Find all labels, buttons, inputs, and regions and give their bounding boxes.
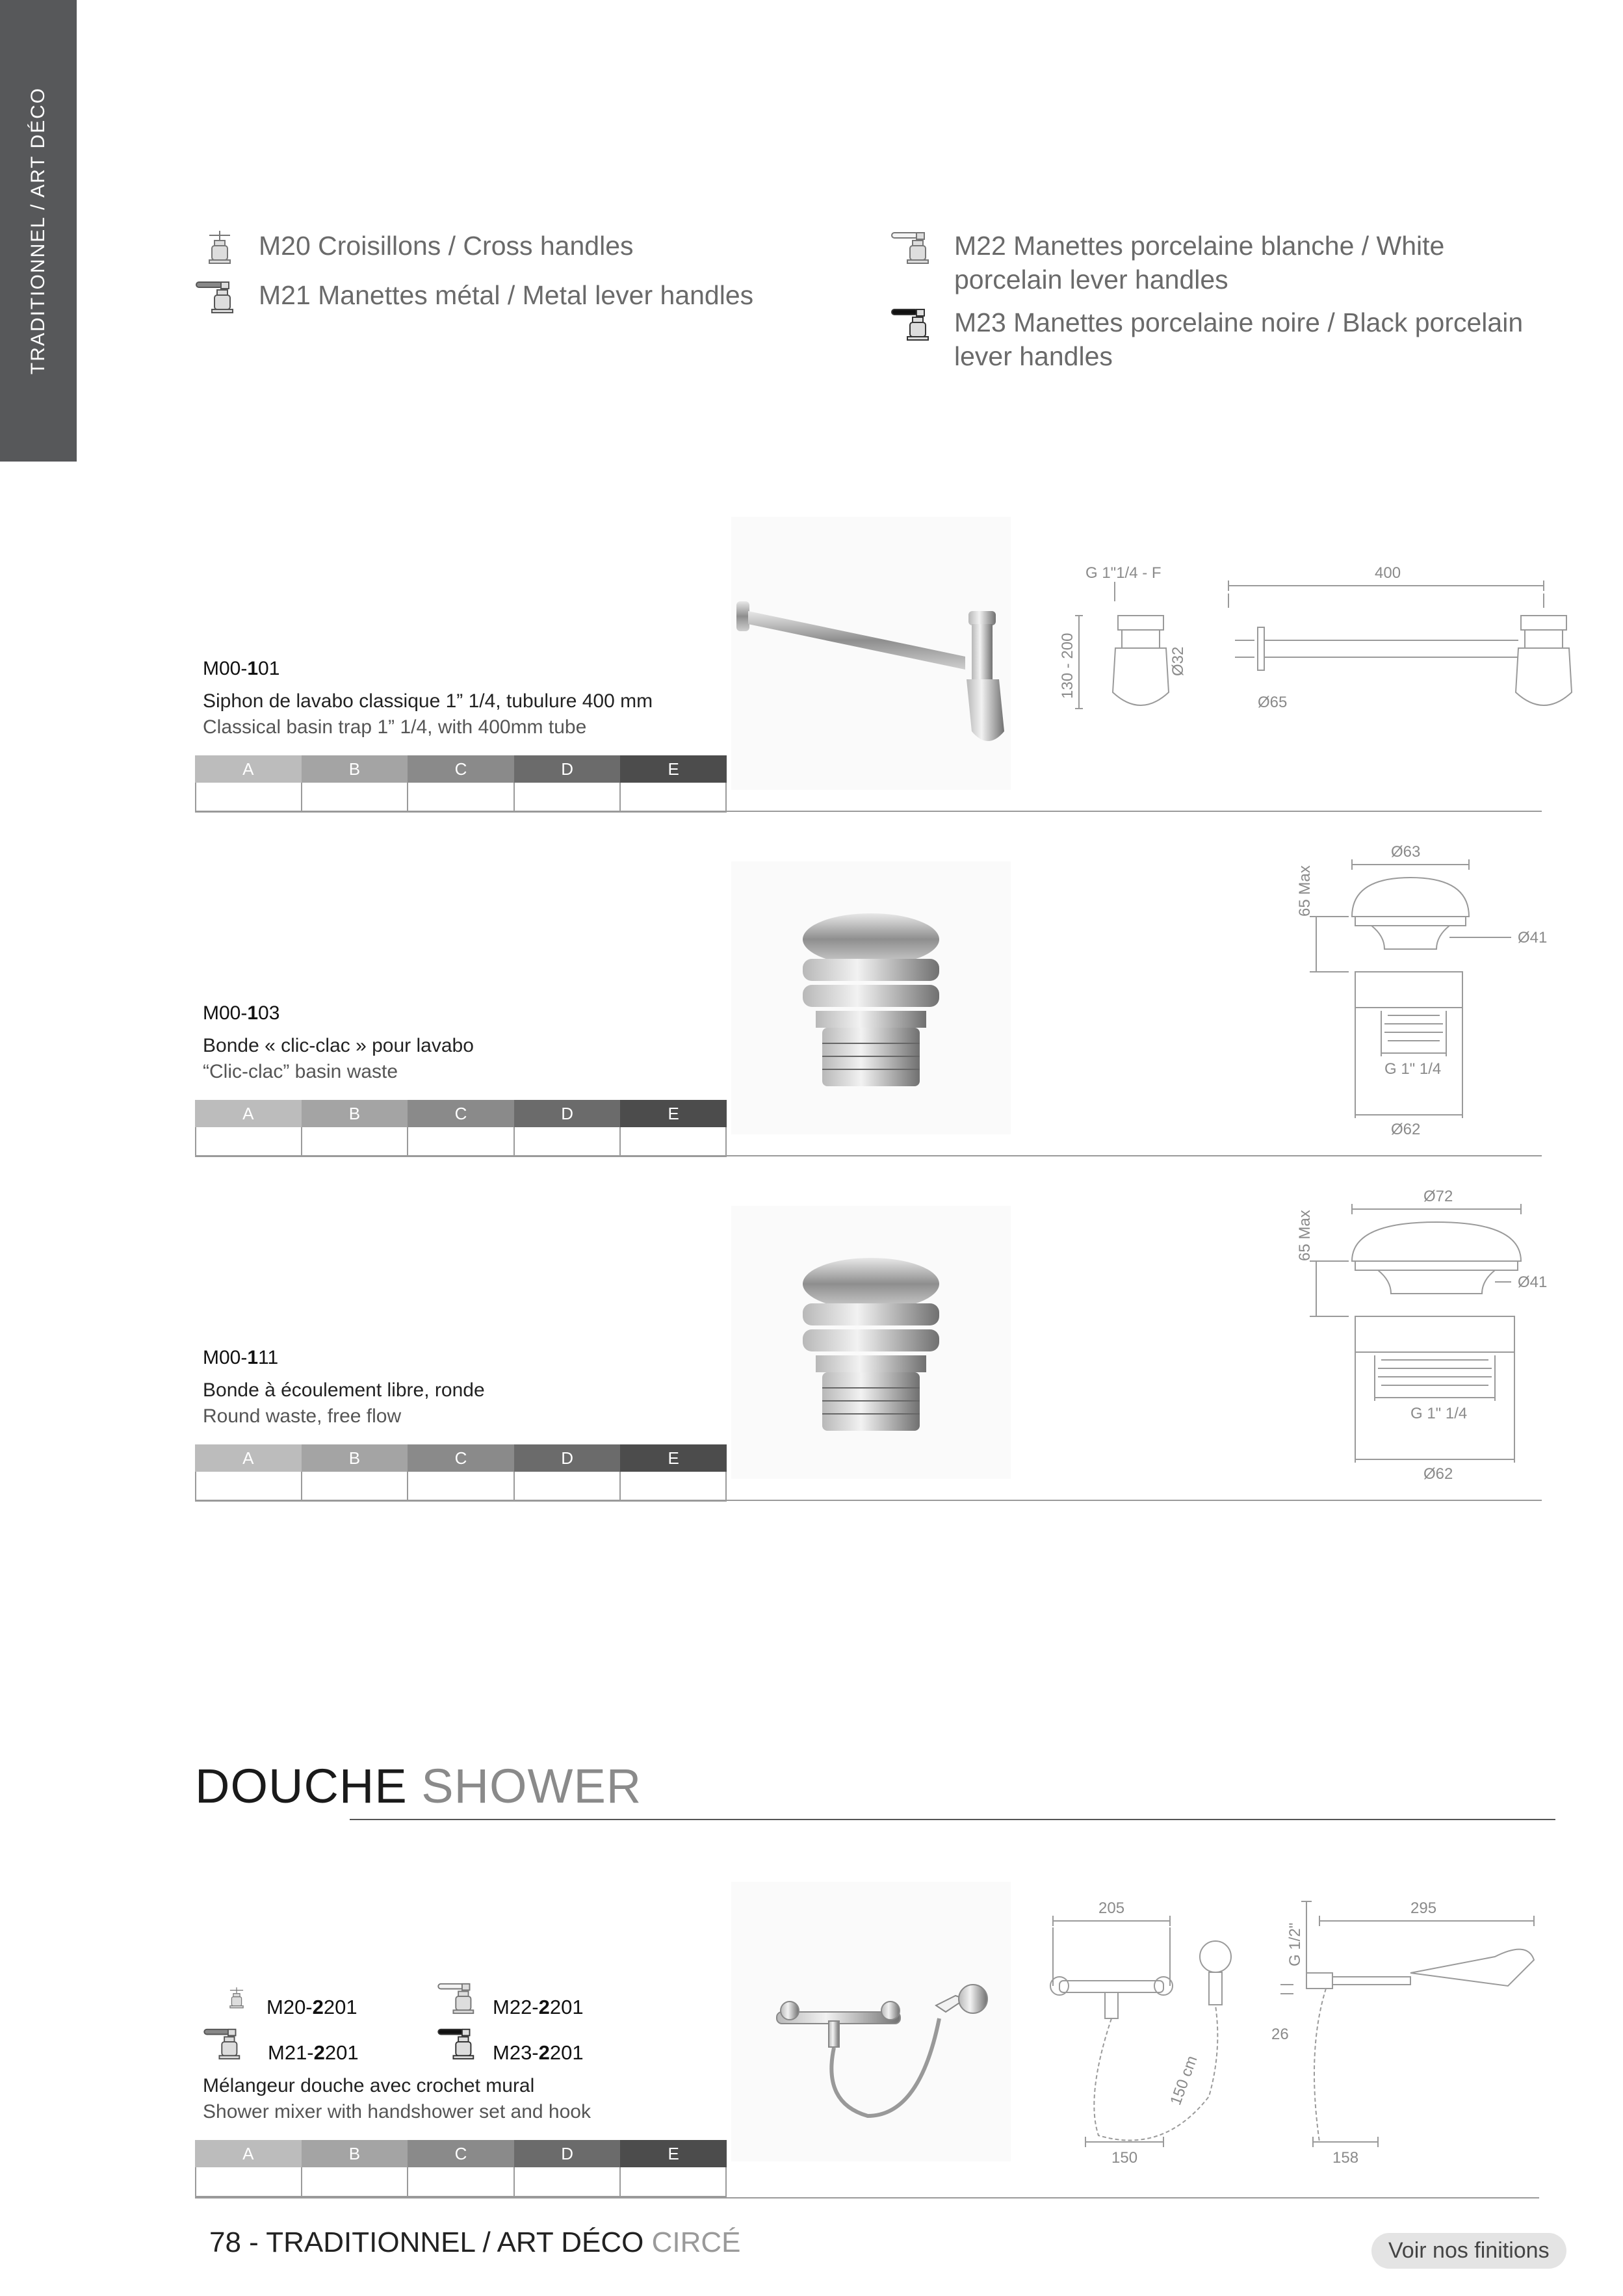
diagram-clic-clac — [1297, 839, 1557, 1147]
page-number: 78 - — [209, 2226, 259, 2258]
dim-hose: 150 cm — [1167, 2053, 1201, 2108]
finish-d[interactable]: D — [514, 1444, 621, 1472]
dim-thread: G 1"1/4 - F — [1085, 564, 1162, 582]
finish-e[interactable]: E — [620, 1100, 727, 1127]
finish-a[interactable]: A — [195, 1100, 302, 1127]
finish-b[interactable]: B — [302, 2140, 408, 2167]
cross-handle-icon — [221, 1980, 252, 2015]
dim-bottom: Ø62 — [1391, 1121, 1421, 1138]
product-shower-mixer — [203, 2075, 591, 2123]
diagram-shower-side — [1248, 1882, 1573, 2168]
product-title-en: Round waste, free flow — [203, 1405, 402, 1427]
metal-lever-icon — [195, 278, 244, 315]
dim-height: 130 - 200 — [1059, 633, 1076, 699]
metal-lever-icon — [201, 2026, 252, 2061]
shower-code-m21: M21-2201 — [201, 2022, 359, 2065]
dim-side: Ø41 — [1518, 1273, 1548, 1291]
product-photo-shower-mixer — [731, 1882, 1011, 2161]
legend-item-m23 — [890, 306, 1540, 373]
cross-handle-icon — [195, 229, 244, 265]
product-title-fr: Mélangeur douche avec crochet mural — [203, 2075, 535, 2096]
footer-section: TRADITIONNEL / ART DÉCO — [266, 2226, 644, 2258]
handle-legend-left — [195, 229, 832, 315]
product-m00-101 — [203, 658, 653, 738]
footer-brand: CIRCÉ — [651, 2226, 741, 2258]
legend-item-m21 — [195, 278, 832, 315]
separator — [195, 811, 1542, 812]
separator — [195, 2197, 1539, 2198]
finish-c[interactable]: C — [408, 1100, 514, 1127]
dim-width: 205 — [1098, 1899, 1125, 1917]
dim-top: Ø63 — [1391, 843, 1421, 861]
dim-height: 65 Max — [1296, 1210, 1314, 1261]
side-tab — [0, 0, 77, 462]
product-photo-free-flow — [731, 1206, 1011, 1479]
section-rule — [350, 1819, 1555, 1820]
dim-thread: G 1" 1/4 — [1384, 1060, 1442, 1078]
finish-b[interactable]: B — [302, 1100, 408, 1127]
finish-d[interactable]: D — [514, 1100, 621, 1127]
product-code: M00-103 — [203, 1002, 280, 1024]
page-footer — [209, 2226, 740, 2259]
diagram-trap — [1059, 562, 1573, 738]
finish-table — [195, 1100, 727, 1157]
finish-table — [195, 755, 727, 813]
finish-e[interactable]: E — [620, 755, 727, 783]
separator — [195, 1500, 1542, 1501]
product-code: M00-111 — [203, 1347, 279, 1368]
dim-height: 65 Max — [1296, 865, 1314, 917]
finish-a[interactable]: A — [195, 2140, 302, 2167]
section-title-fr: DOUCHE — [195, 1759, 408, 1813]
finish-a[interactable]: A — [195, 755, 302, 783]
product-title-en: Classical basin trap 1” 1/4, with 400mm tube — [203, 716, 587, 738]
dim-bottom2: 158 — [1332, 2149, 1359, 2167]
finish-b[interactable]: B — [302, 1444, 408, 1472]
product-title-fr: Bonde « clic-clac » pour lavabo — [203, 1035, 474, 1056]
dim-depth: 295 — [1410, 1899, 1437, 1917]
finish-table — [195, 2140, 727, 2197]
dim-bottom: 150 — [1111, 2149, 1138, 2167]
finish-c[interactable]: C — [408, 1444, 514, 1472]
product-m00-111 — [203, 1347, 485, 1428]
product-title-en: “Clic-clac” basin waste — [203, 1061, 398, 1082]
finish-d[interactable]: D — [514, 755, 621, 783]
finish-e[interactable]: E — [620, 2140, 727, 2167]
legend-label: M23 Manettes porcelaine noire / Black porcelain lever handles — [954, 307, 1524, 371]
shower-code-m22: M22-2201 — [435, 1976, 584, 2019]
product-m00-103 — [203, 1002, 474, 1083]
white-porcelain-lever-icon — [435, 1980, 486, 2015]
black-porcelain-lever-icon — [435, 2026, 486, 2061]
shower-code-m20: M20-2201 — [221, 1976, 357, 2019]
separator — [195, 1155, 1542, 1156]
legend-label: M20 Croisillons / Cross handles — [259, 231, 634, 261]
section-title — [195, 1758, 642, 1814]
dim-offset: 26 — [1271, 2026, 1289, 2043]
finish-b[interactable]: B — [302, 755, 408, 783]
dim-thread: G 1/2" — [1286, 1922, 1304, 1966]
dim-bottom: Ø62 — [1423, 1465, 1453, 1483]
finish-a[interactable]: A — [195, 1444, 302, 1472]
finish-d[interactable]: D — [514, 2140, 621, 2167]
dim-length: 400 — [1375, 564, 1401, 582]
finish-table — [195, 1444, 727, 1502]
dim-d2: Ø65 — [1258, 694, 1288, 711]
product-title-fr: Bonde à écoulement libre, ronde — [203, 1379, 485, 1401]
product-code: M00-101 — [203, 658, 280, 679]
product-title-en: Shower mixer with handshower set and hook — [203, 2101, 591, 2122]
handle-legend-right — [890, 229, 1540, 373]
black-porcelain-lever-icon — [890, 306, 940, 342]
product-title-fr: Siphon de lavabo classique 1” 1/4, tubulure 400 mm — [203, 690, 653, 712]
section-title-en: SHOWER — [421, 1759, 642, 1813]
legend-label: M21 Manettes métal / Metal lever handles — [259, 280, 754, 310]
legend-item-m22 — [890, 229, 1540, 296]
product-photo-trap — [731, 517, 1011, 790]
shower-code-m23: M23-2201 — [435, 2022, 584, 2065]
product-photo-clic-clac — [731, 861, 1011, 1134]
white-porcelain-lever-icon — [890, 229, 940, 265]
finish-e[interactable]: E — [620, 1444, 727, 1472]
dim-d1: Ø32 — [1169, 646, 1187, 676]
dim-side: Ø41 — [1518, 929, 1548, 946]
diagram-free-flow — [1297, 1183, 1557, 1492]
legend-item-m20 — [195, 229, 832, 265]
dim-top: Ø72 — [1423, 1188, 1453, 1205]
finish-c[interactable]: C — [408, 755, 514, 783]
dim-thread: G 1" 1/4 — [1410, 1405, 1468, 1422]
side-tab-label: TRADITIONNEL / ART DÉCO — [27, 86, 49, 375]
legend-label: M22 Manettes porcelaine blanche / White porcelain lever handles — [954, 231, 1445, 294]
voir-finitions-button[interactable]: Voir nos finitions — [1371, 2233, 1566, 2269]
finish-c[interactable]: C — [408, 2140, 514, 2167]
